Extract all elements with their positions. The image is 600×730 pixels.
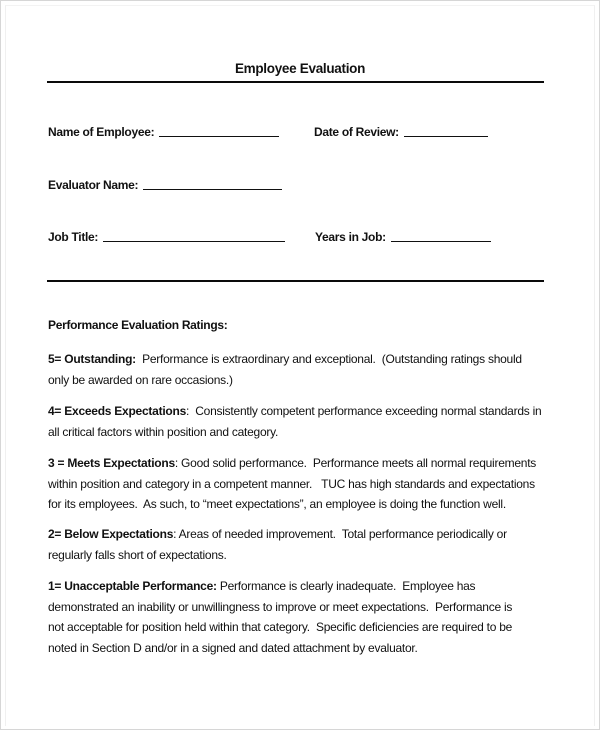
rating-label: 4= Exceeds Expectations [48, 404, 186, 418]
job-title-blank[interactable] [103, 240, 285, 242]
field-label: Years in Job: [315, 230, 386, 244]
field-label: Job Title: [48, 230, 99, 244]
rating-text: regularly falls short of expectations. [48, 547, 227, 562]
document-title: Employee Evaluation [234, 61, 366, 76]
title-divider [47, 81, 544, 83]
rating-text: noted in Section D and/or in a signed and dated attachment by evaluator. [48, 640, 418, 655]
rating-label: 2= Below Expectations [48, 527, 174, 541]
rating-5-outstanding [48, 349, 558, 390]
field-job-title [48, 230, 285, 244]
rating-text: : Consistently competent performance exceeding normal standards in [186, 404, 542, 418]
section-divider [47, 280, 544, 282]
date-of-review-blank[interactable] [404, 135, 488, 137]
field-label: Name of Employee: [48, 125, 155, 139]
rating-text: all critical factors within position and category. [48, 424, 279, 439]
field-name-of-employee [48, 125, 279, 139]
field-label: Date of Review: [314, 125, 399, 139]
rating-text: Performance is extraordinary and exceptional. (Outstanding ratings should [135, 352, 522, 366]
evaluator-name-blank[interactable] [143, 188, 282, 190]
years-in-job-blank[interactable] [391, 240, 491, 242]
rating-3-meets [48, 453, 558, 515]
field-label: Evaluator Name: [48, 178, 139, 192]
rating-text: only be awarded on rare occasions.) [48, 372, 233, 387]
rating-2-below [48, 524, 558, 565]
rating-text: within position and category in a competent manner. TUC has high standards and expectations [48, 476, 535, 491]
rating-label: 3 = Meets Expectations [48, 456, 175, 470]
rating-1-unacceptable [48, 576, 558, 658]
rating-text: Performance is clearly inadequate. Employee has [216, 579, 476, 593]
field-evaluator-name [48, 178, 282, 192]
rating-4-exceeds [48, 401, 558, 442]
rating-label: 1= Unacceptable Performance: [48, 579, 217, 593]
rating-text: demonstrated an inability or unwillingness to improve or meet expectations. Performance is [48, 599, 513, 614]
ratings-heading: Performance Evaluation Ratings: [48, 318, 228, 332]
name-of-employee-blank[interactable] [159, 135, 279, 137]
field-date-of-review [314, 125, 488, 139]
rating-text: not acceptable for position held within that category. Specific deficiencies are required to be [48, 620, 513, 634]
field-years-in-job [315, 230, 491, 244]
rating-label: 5= Outstanding: [48, 352, 136, 366]
rating-text: : Areas of needed improvement. Total performance periodically or [173, 527, 507, 541]
rating-text: for its employees. As such, to “meet expectations”, an employee is doing the function well. [48, 497, 506, 511]
rating-text: : Good solid performance. Performance meets all normal requirements [174, 456, 537, 470]
